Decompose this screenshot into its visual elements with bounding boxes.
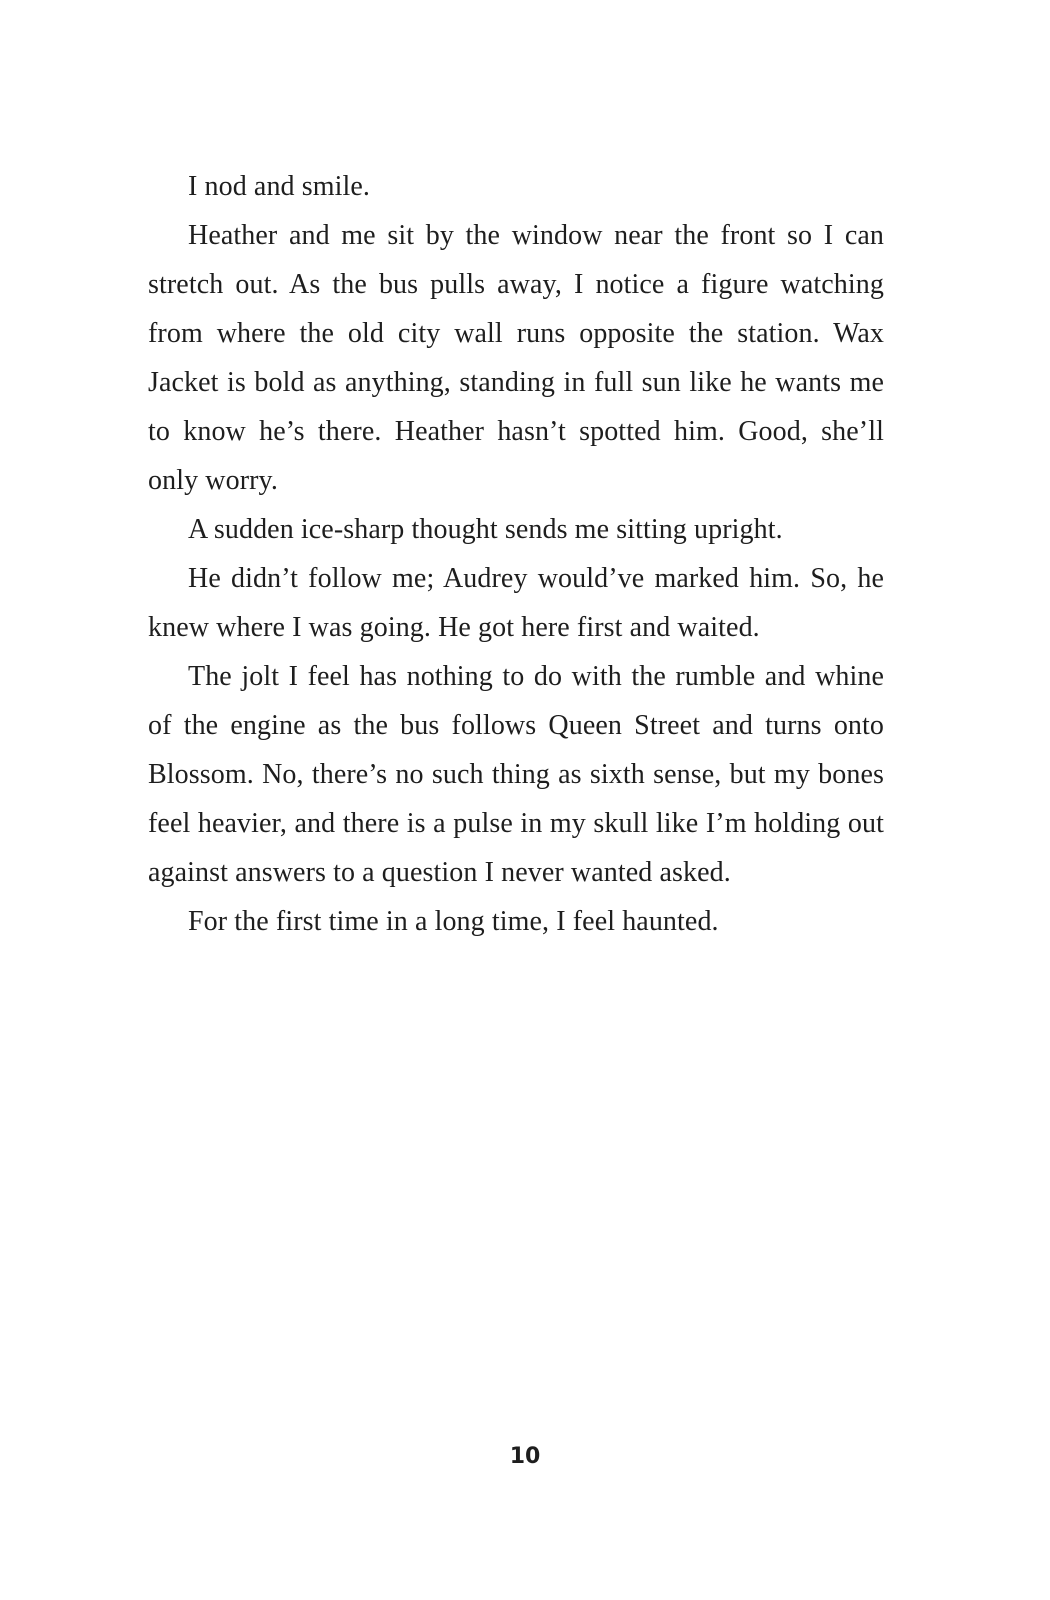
paragraph-5: The jolt I feel has nothing to do with the rumble and whine of the engine as the bus follows Queen Street and turns onto Blossom. No, there’s no such thing as sixth sense, but my bones feel heavier, and there is a pulse in my skull like I’m holding out against answers to a question I never wanted asked. <box>148 661 884 888</box>
body-text <box>148 162 884 946</box>
paragraph-2: Heather and me sit by the window near the front so I can stretch out. As the bus pulls away, I notice a figure watching from where the old city wall runs opposite the station. Wax Jacket is bold as anything, standing in full sun like he wants me to know he’s there. Heather hasn’t spotted him. Good, she’ll only worry. <box>148 220 884 496</box>
paragraph-3: A sudden ice-sharp thought sends me sitting upright. <box>188 514 783 545</box>
paragraph-1: I nod and smile. <box>188 171 371 202</box>
paragraph-4: He didn’t follow me; Audrey would’ve marked him. So, he knew where I was going. He got here first and waited. <box>148 563 884 643</box>
page-number: 10 <box>509 1444 541 1469</box>
paragraph-6: For the first time in a long time, I feel haunted. <box>188 906 719 937</box>
